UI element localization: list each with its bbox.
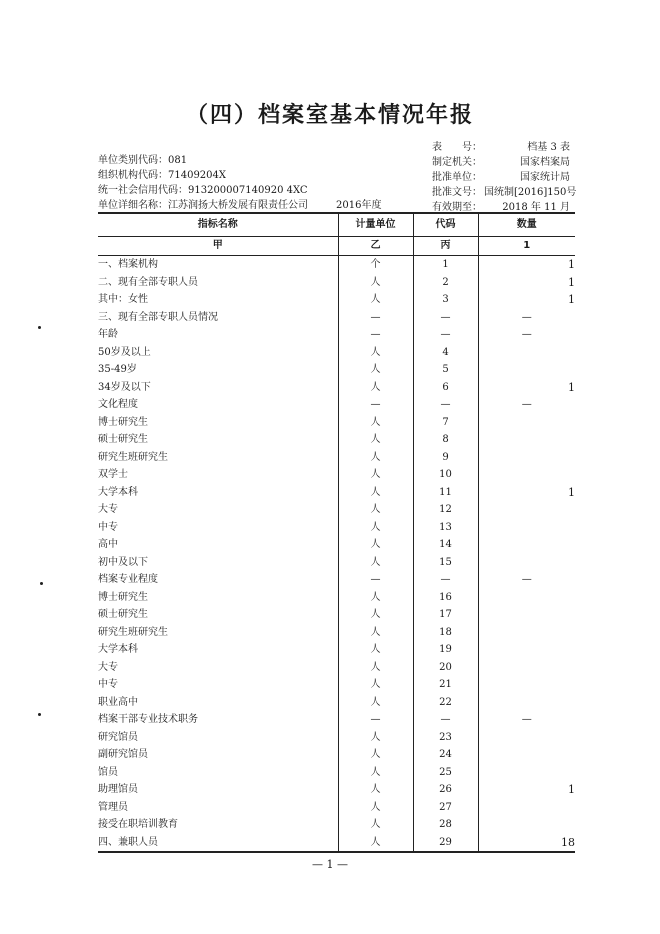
meta-value: 档基 3 表 xyxy=(527,142,570,153)
indicator-quantity xyxy=(478,746,575,764)
indicator-unit: 人 xyxy=(338,291,413,309)
indicator-quantity xyxy=(478,799,575,817)
table-row xyxy=(98,256,575,274)
report-meta-left xyxy=(98,153,381,213)
table-row xyxy=(98,379,575,397)
table-body xyxy=(98,256,575,853)
table-row xyxy=(98,834,575,853)
indicator-quantity xyxy=(478,361,575,379)
indicator-name: 档案干部专业技术职务 xyxy=(98,714,198,725)
table-row xyxy=(98,466,575,484)
meta-org-code xyxy=(98,168,381,183)
indicator-name: 三、现有全部专职人员情况 xyxy=(98,311,218,323)
indicator-quantity: 1 xyxy=(478,291,575,309)
report-title: （四）档案室基本情况年报 xyxy=(185,103,474,128)
table-row xyxy=(98,449,575,467)
indicator-quantity: — xyxy=(478,326,575,344)
table-row xyxy=(98,554,575,572)
meta-value: 国家统计局 xyxy=(520,172,570,183)
meta-value: 913200007140920 4XC xyxy=(188,185,308,196)
indicator-name: 大专 xyxy=(98,504,118,515)
indicator-name: 其中：女性 xyxy=(98,294,148,305)
meta-form-number xyxy=(432,140,570,155)
column-letter: 甲 xyxy=(98,237,338,256)
table-row xyxy=(98,344,575,362)
indicator-name: 中专 xyxy=(98,521,118,533)
indicator-code: 23 xyxy=(413,729,478,747)
column-letter: 1 xyxy=(478,237,575,256)
indicator-quantity xyxy=(478,501,575,519)
indicator-name: 研究生班研究生 xyxy=(98,451,168,463)
indicator-code: 27 xyxy=(413,799,478,817)
indicator-code: 4 xyxy=(413,344,478,362)
column-letter: 乙 xyxy=(338,237,413,256)
indicator-quantity xyxy=(478,519,575,537)
indicator-name: 博士研究生 xyxy=(98,416,148,428)
meta-credit-code xyxy=(98,183,381,198)
indicator-name: 助理馆员 xyxy=(98,784,138,795)
column-letter: 丙 xyxy=(413,237,478,256)
meta-approval-number xyxy=(432,185,577,200)
indicator-unit: 人 xyxy=(338,834,413,853)
header-quantity: 数量 xyxy=(478,213,575,237)
indicator-name: 高中 xyxy=(98,539,118,550)
indicator-unit: 人 xyxy=(338,641,413,659)
indicator-code: 26 xyxy=(413,781,478,799)
indicator-quantity xyxy=(478,466,575,484)
indicator-name: 初中及以下 xyxy=(98,556,148,568)
indicator-name: 研究馆员 xyxy=(98,731,138,743)
meta-label: 批准单位： xyxy=(432,172,482,183)
indicator-quantity xyxy=(478,589,575,607)
indicator-unit: 人 xyxy=(338,431,413,449)
indicator-unit: — xyxy=(338,711,413,729)
indicator-unit: 人 xyxy=(338,274,413,292)
indicator-code: 3 xyxy=(413,291,478,309)
indicator-code: 15 xyxy=(413,554,478,572)
indicator-code: 6 xyxy=(413,379,478,397)
indicator-quantity xyxy=(478,659,575,677)
indicator-code: 12 xyxy=(413,501,478,519)
indicator-quantity xyxy=(478,554,575,572)
indicator-unit: 人 xyxy=(338,606,413,624)
indicator-code: 28 xyxy=(413,816,478,834)
indicator-code: 9 xyxy=(413,449,478,467)
indicator-code: — xyxy=(413,711,478,729)
indicator-code: 16 xyxy=(413,589,478,607)
archive-report-table xyxy=(98,212,575,853)
indicator-quantity xyxy=(478,729,575,747)
table-row xyxy=(98,361,575,379)
table-row xyxy=(98,484,575,502)
header-unit: 计量单位 xyxy=(338,213,413,237)
indicator-unit: 人 xyxy=(338,501,413,519)
table-row xyxy=(98,659,575,677)
table-row xyxy=(98,816,575,834)
indicator-unit: — xyxy=(338,326,413,344)
table-row xyxy=(98,309,575,327)
indicator-unit: 人 xyxy=(338,816,413,834)
indicator-code: — xyxy=(413,571,478,589)
indicator-quantity: — xyxy=(478,711,575,729)
indicator-unit: 人 xyxy=(338,694,413,712)
indicator-code: 18 xyxy=(413,624,478,642)
indicator-name: 博士研究生 xyxy=(98,591,148,603)
indicator-unit: 人 xyxy=(338,676,413,694)
indicator-quantity xyxy=(478,431,575,449)
indicator-code: 1 xyxy=(413,256,478,274)
indicator-unit: — xyxy=(338,396,413,414)
indicator-quantity xyxy=(478,694,575,712)
meta-approving-unit xyxy=(432,170,570,185)
table-row xyxy=(98,519,575,537)
indicator-quantity: 18 xyxy=(478,834,575,853)
indicator-unit: 人 xyxy=(338,519,413,537)
indicator-name: 大学本科 xyxy=(98,644,138,655)
indicator-name: 50岁及以上 xyxy=(98,346,151,358)
indicator-code: 29 xyxy=(413,834,478,853)
indicator-code: 17 xyxy=(413,606,478,624)
table-row xyxy=(98,291,575,309)
meta-unit-name xyxy=(98,198,381,213)
indicator-quantity: 1 xyxy=(478,484,575,502)
table-row xyxy=(98,799,575,817)
meta-label: 有效期至： xyxy=(432,202,482,213)
table-row xyxy=(98,781,575,799)
indicator-unit: 人 xyxy=(338,554,413,572)
indicator-name: 中专 xyxy=(98,679,118,690)
table-row xyxy=(98,641,575,659)
table-header-row xyxy=(98,213,575,237)
indicator-unit: 人 xyxy=(338,344,413,362)
meta-label: 组织机构代码： xyxy=(98,170,168,181)
indicator-name: 二、现有全部专职人员 xyxy=(98,276,198,288)
indicator-code: 22 xyxy=(413,694,478,712)
indicator-name: 职业高中 xyxy=(98,696,138,708)
indicator-name: 年龄 xyxy=(98,329,118,340)
indicator-code: 13 xyxy=(413,519,478,537)
indicator-code: 10 xyxy=(413,466,478,484)
indicator-unit: 人 xyxy=(338,414,413,432)
table-row xyxy=(98,711,575,729)
indicator-quantity: 1 xyxy=(478,379,575,397)
report-year: 2016年度 xyxy=(336,200,382,211)
indicator-name: 34岁及以下 xyxy=(98,381,151,393)
meta-value: 国统制[2016]150号 xyxy=(484,187,577,198)
table-row xyxy=(98,274,575,292)
header-indicator-name: 指标名称 xyxy=(98,213,338,237)
table-row xyxy=(98,746,575,764)
indicator-quantity xyxy=(478,676,575,694)
indicator-code: — xyxy=(413,326,478,344)
indicator-name: 硕士研究生 xyxy=(98,609,148,620)
indicator-code: 7 xyxy=(413,414,478,432)
table-row xyxy=(98,501,575,519)
indicator-name: 馆员 xyxy=(98,766,118,778)
table-row xyxy=(98,764,575,782)
indicator-quantity: — xyxy=(478,571,575,589)
indicator-quantity: 1 xyxy=(478,781,575,799)
meta-value: 71409204X xyxy=(168,170,227,181)
indicator-code: 24 xyxy=(413,746,478,764)
indicator-quantity xyxy=(478,816,575,834)
indicator-unit: 人 xyxy=(338,624,413,642)
indicator-name: 四、兼职人员 xyxy=(98,834,338,853)
report-meta-right xyxy=(432,140,577,215)
meta-label: 表 号： xyxy=(432,142,482,153)
indicator-name: 研究生班研究生 xyxy=(98,626,168,638)
indicator-unit: — xyxy=(338,309,413,327)
meta-label: 统一社会信用代码： xyxy=(98,185,188,196)
indicator-unit: 人 xyxy=(338,536,413,554)
indicator-unit: — xyxy=(338,571,413,589)
indicator-code: — xyxy=(413,396,478,414)
indicator-unit: 人 xyxy=(338,764,413,782)
table-row xyxy=(98,624,575,642)
indicator-unit: 人 xyxy=(338,379,413,397)
meta-value: 081 xyxy=(168,155,188,166)
meta-label: 制定机关： xyxy=(432,157,482,168)
indicator-unit: 人 xyxy=(338,729,413,747)
indicator-unit: 人 xyxy=(338,659,413,677)
indicator-name: 大学本科 xyxy=(98,486,138,498)
scan-speck xyxy=(38,326,41,329)
table-row xyxy=(98,694,575,712)
indicator-code: 19 xyxy=(413,641,478,659)
indicator-quantity xyxy=(478,536,575,554)
indicator-unit: 人 xyxy=(338,781,413,799)
meta-category-code xyxy=(98,153,381,168)
meta-label: 单位详细名称： xyxy=(98,200,168,211)
indicator-unit: 人 xyxy=(338,466,413,484)
indicator-quantity xyxy=(478,414,575,432)
indicator-code: 8 xyxy=(413,431,478,449)
indicator-code: 25 xyxy=(413,764,478,782)
indicator-name: 文化程度 xyxy=(98,399,138,410)
indicator-name: 档案专业程度 xyxy=(98,574,158,585)
table-row xyxy=(98,431,575,449)
indicator-code: — xyxy=(413,309,478,327)
indicator-name: 管理员 xyxy=(98,801,128,813)
table-row xyxy=(98,396,575,414)
indicator-name: 硕士研究生 xyxy=(98,434,148,445)
indicator-unit: 人 xyxy=(338,746,413,764)
indicator-unit: 人 xyxy=(338,449,413,467)
table-row xyxy=(98,326,575,344)
indicator-unit: 人 xyxy=(338,484,413,502)
indicator-name: 35-49岁 xyxy=(98,364,137,375)
indicator-name: 一、档案机构 xyxy=(98,259,158,270)
header-code: 代码 xyxy=(413,213,478,237)
scan-speck xyxy=(38,713,41,716)
indicator-quantity: — xyxy=(478,396,575,414)
table-row xyxy=(98,414,575,432)
table-row xyxy=(98,589,575,607)
indicator-quantity xyxy=(478,449,575,467)
meta-value: 2018 年 11 月 xyxy=(502,202,570,213)
indicator-code: 2 xyxy=(413,274,478,292)
indicator-code: 14 xyxy=(413,536,478,554)
table-row xyxy=(98,729,575,747)
meta-label: 批准文号： xyxy=(432,187,482,198)
table-column-letter-row xyxy=(98,237,575,256)
indicator-quantity xyxy=(478,606,575,624)
indicator-unit: 人 xyxy=(338,589,413,607)
indicator-name: 双学士 xyxy=(98,469,128,480)
indicator-code: 21 xyxy=(413,676,478,694)
indicator-quantity: — xyxy=(478,309,575,327)
scan-speck xyxy=(40,582,43,585)
indicator-quantity xyxy=(478,641,575,659)
meta-issuing-authority xyxy=(432,155,570,170)
meta-value: 国家档案局 xyxy=(520,157,570,168)
indicator-quantity xyxy=(478,624,575,642)
meta-label: 单位类别代码： xyxy=(98,155,168,166)
indicator-unit: 个 xyxy=(338,256,413,274)
table-row xyxy=(98,536,575,554)
indicator-code: 5 xyxy=(413,361,478,379)
indicator-quantity: 1 xyxy=(478,274,575,292)
indicator-quantity xyxy=(478,344,575,362)
indicator-name: 副研究馆员 xyxy=(98,749,148,760)
indicator-quantity: 1 xyxy=(478,256,575,274)
indicator-code: 11 xyxy=(413,484,478,502)
indicator-name: 接受在职培训教育 xyxy=(98,819,178,830)
table-row xyxy=(98,676,575,694)
table-row xyxy=(98,571,575,589)
table-row xyxy=(98,606,575,624)
page-number: — 1 — xyxy=(312,858,348,871)
indicator-unit: 人 xyxy=(338,361,413,379)
indicator-unit: 人 xyxy=(338,799,413,817)
indicator-name: 大专 xyxy=(98,661,118,673)
indicator-quantity xyxy=(478,764,575,782)
meta-value: 江苏润扬大桥发展有限责任公司 xyxy=(168,200,308,211)
indicator-code: 20 xyxy=(413,659,478,677)
